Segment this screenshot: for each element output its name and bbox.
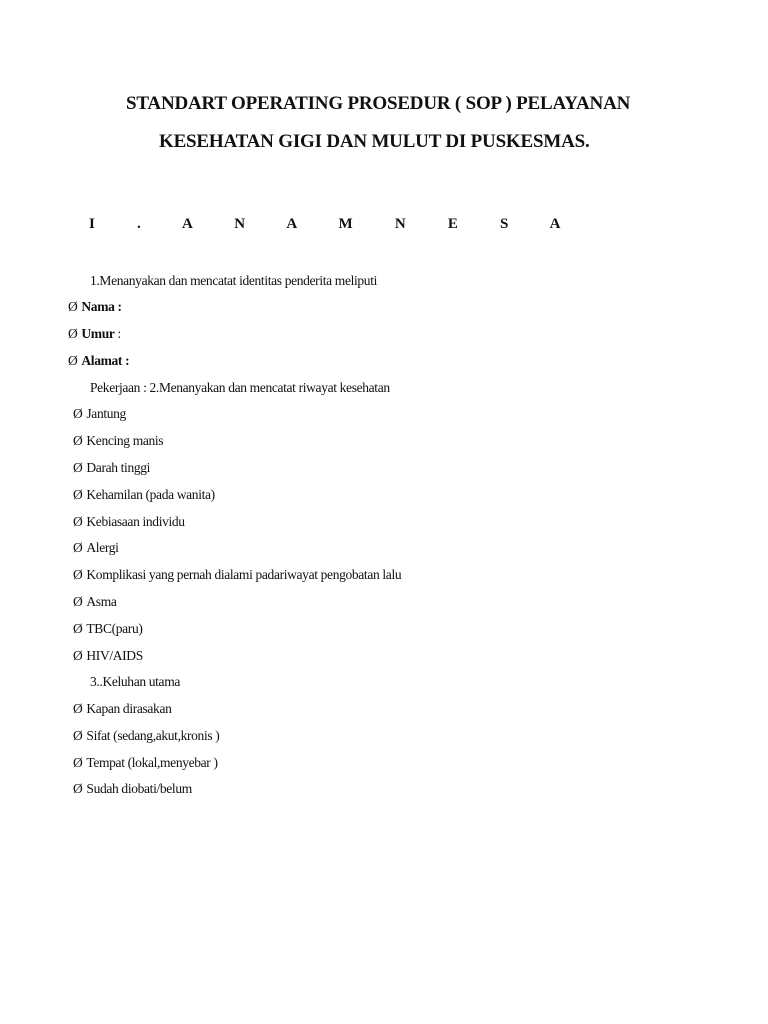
bullet-icon: Ø	[68, 353, 78, 368]
list-item	[73, 433, 163, 449]
list-item	[73, 406, 126, 422]
list-item-text: Kehamilan (pada wanita)	[86, 487, 215, 502]
list-item-text: Asma	[86, 594, 117, 609]
list-item-text: Sudah diobati/belum	[86, 781, 192, 796]
bullet-icon: Ø	[73, 460, 83, 475]
list-item-text: Kapan dirasakan	[86, 701, 172, 716]
list-item	[73, 460, 150, 476]
document-title-line-2: KESEHATAN GIGI DAN MULUT DI PUSKESMAS.	[159, 131, 590, 152]
bullet-icon: Ø	[73, 406, 83, 421]
section-heading-anamnesa: I . A N A M N E S A	[89, 216, 580, 232]
identity-field-address	[68, 353, 129, 369]
list-item-text: Alergi	[86, 540, 119, 555]
list-item	[73, 781, 192, 797]
list-item-text: Komplikasi yang pernah dialami padariwayat pengobatan lalu	[86, 567, 402, 582]
list-item-text: Jantung	[86, 406, 126, 421]
bullet-icon: Ø	[73, 755, 83, 770]
bullet-icon: Ø	[73, 514, 83, 529]
list-item	[73, 567, 401, 583]
field-label: Alamat :	[81, 353, 130, 368]
list-item	[73, 514, 185, 530]
bullet-icon: Ø	[73, 594, 83, 609]
list-item	[73, 621, 143, 637]
bullet-icon: Ø	[68, 299, 78, 314]
item-1-intro: 1.Menanyakan dan mencatat identitas penderita meliputi	[90, 273, 377, 288]
field-label: Nama :	[81, 299, 122, 314]
identity-field-age	[68, 326, 121, 342]
bullet-icon: Ø	[73, 487, 83, 502]
field-label: Umur	[81, 326, 115, 341]
bullet-icon: Ø	[73, 701, 83, 716]
list-item	[73, 540, 119, 556]
list-item	[73, 594, 117, 610]
list-item-text: Sifat (sedang,akut,kronis )	[86, 728, 220, 743]
bullet-icon: Ø	[73, 781, 83, 796]
bullet-icon: Ø	[73, 648, 83, 663]
bullet-icon: Ø	[73, 540, 83, 555]
list-item	[73, 487, 215, 503]
bullet-icon: Ø	[68, 326, 78, 341]
item-3-intro: 3..Keluhan utama	[90, 674, 180, 689]
list-item-text: TBC(paru)	[86, 621, 143, 636]
list-item-text: HIV/AIDS	[86, 648, 143, 663]
bullet-icon: Ø	[73, 621, 83, 636]
list-item	[73, 755, 218, 771]
list-item-text: Darah tinggi	[86, 460, 151, 475]
list-item	[73, 648, 143, 664]
list-item-text: Tempat (lokal,menyebar )	[86, 755, 218, 770]
list-item-text: Kencing manis	[86, 433, 164, 448]
list-item-text: Kebiasaan individu	[86, 514, 185, 529]
field-suffix: :	[114, 326, 121, 341]
item-2-intro: Pekerjaan : 2.Menanyakan dan mencatat riwayat kesehatan	[90, 380, 390, 395]
bullet-icon: Ø	[73, 567, 83, 582]
bullet-icon: Ø	[73, 433, 83, 448]
identity-field-name	[68, 299, 122, 315]
bullet-icon: Ø	[73, 728, 83, 743]
list-item	[73, 701, 172, 717]
document-title-line-1: STANDART OPERATING PROSEDUR ( SOP ) PELAYANAN	[126, 93, 631, 114]
list-item	[73, 728, 219, 744]
